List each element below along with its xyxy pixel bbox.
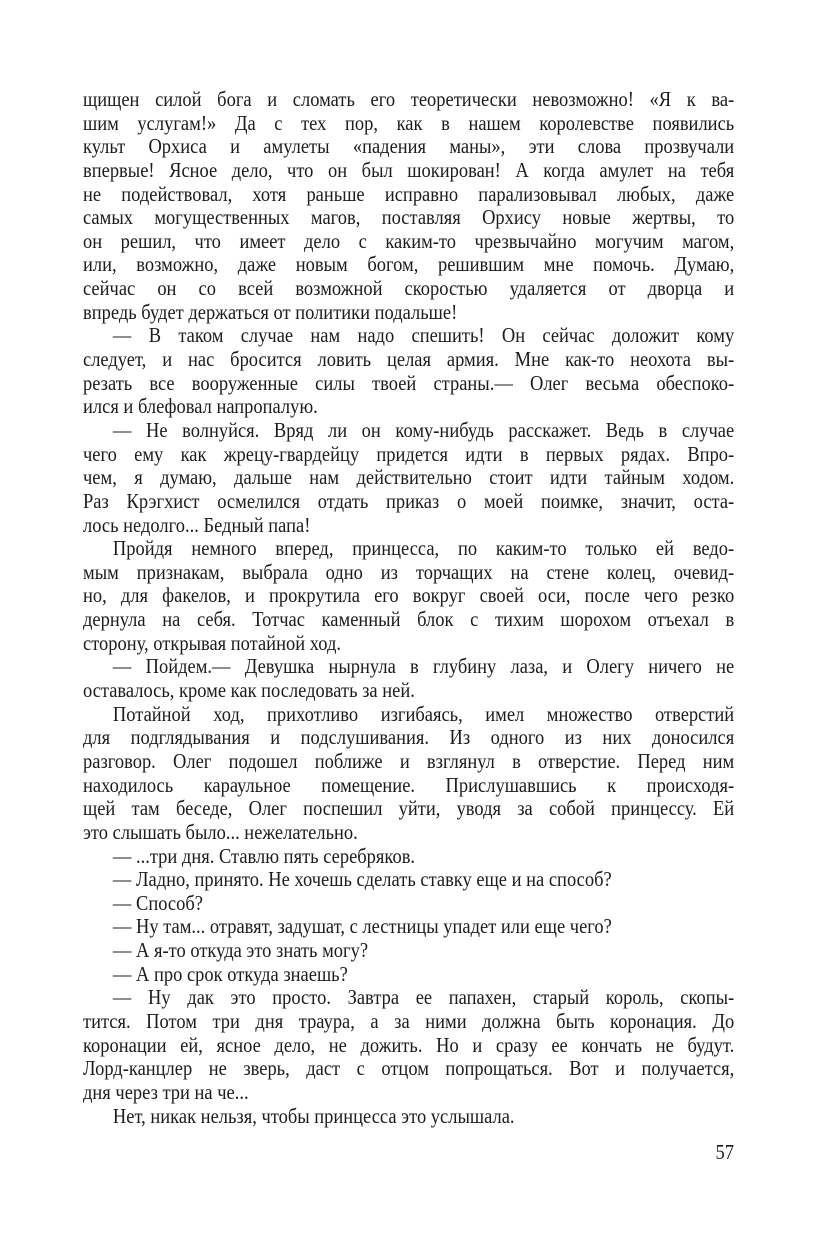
paragraph	[83, 88, 734, 324]
paragraph	[83, 655, 734, 702]
page-number: 57	[715, 1140, 734, 1164]
text-line: дернула на себя. Тотчас каменный блок с тихим шорохом отъехал в	[83, 607, 735, 632]
text-line: это слышать было... нежелательно.	[83, 819, 358, 844]
text-line: Потайной ход, прихотливо изгибаясь, имел множество отверстий	[112, 701, 735, 726]
text-line: чем, я думаю, дальше нам действительно стоит идти тайным ходом.	[83, 465, 735, 490]
paragraph	[83, 939, 734, 963]
text-line: — А про срок откуда знаешь?	[112, 961, 348, 986]
text-line: — А я-то откуда это знать могу?	[112, 938, 369, 963]
text-line: находилось караульное помещение. Прислушавшись к происходя-	[83, 772, 735, 797]
text-line: шим услугам!» Да с тех пор, как в нашем королевстве появились	[83, 110, 735, 135]
text-line: — Не волнуйся. Вряд ли он кому-нибудь расскажет. Ведь в случае	[112, 417, 735, 442]
text-line: впервые! Ясное дело, что он был шокирован! А когда амулет на тебя	[83, 157, 735, 182]
text-line: для подглядывания и подслушивания. Из одного из них доносился	[83, 725, 735, 750]
body-text	[83, 88, 734, 1128]
text-line: Пройдя немного вперед, принцесса, по каким-то только ей ведо-	[112, 536, 735, 561]
text-line: лось недолго... Бедный папа!	[83, 512, 311, 537]
text-line: коронации ей, ясное дело, не дожить. Но и сразу ее кончать не будут.	[83, 1032, 735, 1057]
text-line: не подействовал, хотя раньше исправно парализовывал любых, даже	[83, 181, 735, 206]
text-line: мым признакам, выбрала одно из торчащих на стене колец, очевид-	[83, 559, 735, 584]
paragraph	[83, 915, 734, 939]
text-line: — Ладно, принято. Не хочешь сделать ставку еще и на способ?	[112, 867, 612, 892]
text-line: самых могущественных магов, поставляя Орхису новые жертвы, то	[83, 205, 735, 230]
text-line: дня через три на че...	[83, 1079, 249, 1104]
text-line: — Ну там... отравят, задушат, с лестницы упадет или еще чего?	[112, 914, 612, 939]
text-line: — Способ?	[112, 890, 203, 915]
text-line: он решил, что имеет дело с каким-то чрезвычайно могучим магом,	[83, 228, 735, 253]
text-line: разговор. Олег подошел поближе и взглянул в отверстие. Перед ним	[83, 748, 735, 773]
paragraph	[83, 963, 734, 987]
text-line: сейчас он со всей возможной скоростью удаляется от дворца и	[83, 276, 735, 301]
paragraph	[83, 324, 734, 419]
paragraph	[83, 845, 734, 869]
text-line: следует, и нас бросится ловить целая армия. Мне как-то неохота вы-	[83, 347, 735, 372]
text-line: — В таком случае нам надо спешить! Он сейчас доложит кому	[112, 323, 735, 348]
text-line: Нет, никак нельзя, чтобы принцесса это услышала.	[112, 1103, 515, 1128]
text-line: — Ну дак это просто. Завтра ее папахен, старый король, скопы-	[112, 985, 735, 1010]
text-line: — ...три дня. Ставлю пять серебряков.	[112, 843, 416, 868]
text-line: сторону, открывая потайной ход.	[83, 630, 341, 655]
text-line: культ Орхиса и амулеты «падения маны», эти слова прозвучали	[83, 134, 735, 159]
paragraph	[83, 986, 734, 1104]
text-line: тится. Потом три дня траура, а за ними должна быть коронация. До	[83, 1008, 735, 1033]
text-line: Лорд-канцлер не зверь, даст с отцом попрощаться. Вот и получается,	[83, 1056, 735, 1081]
text-line: ился и блефовал напропалую.	[83, 394, 318, 419]
paragraph	[83, 1105, 734, 1129]
paragraph	[83, 537, 734, 655]
text-line: щищен силой бога и сломать его теоретически невозможно! «Я к ва-	[83, 87, 735, 111]
paragraph	[83, 419, 734, 537]
text-line: или, возможно, даже новым богом, решившим мне помочь. Думаю,	[83, 252, 735, 277]
paragraph	[83, 892, 734, 916]
paragraph	[83, 868, 734, 892]
paragraph	[83, 703, 734, 845]
text-line: оставалось, кроме как последовать за ней.	[83, 678, 415, 703]
text-line: — Пойдем.— Девушка нырнула в глубину лаза, и Олегу ничего не	[112, 654, 735, 679]
text-line: но, для факелов, и прокрутила его вокруг своей оси, после чего резко	[83, 583, 735, 608]
text-line: впредь будет держаться от политики подальше!	[83, 299, 458, 324]
text-line: резать все вооруженные силы твоей страны.— Олег весьма обеспоко-	[83, 370, 735, 395]
text-line: чего ему как жрецу-гвардейцу придется идти в первых рядах. Впро-	[83, 441, 735, 466]
text-line: Раз Крэгхист осмелился отдать приказ о моей поимке, значит, оста-	[83, 488, 735, 513]
text-line: щей там беседе, Олег поспешил уйти, уводя за собой принцессу. Ей	[83, 796, 735, 821]
